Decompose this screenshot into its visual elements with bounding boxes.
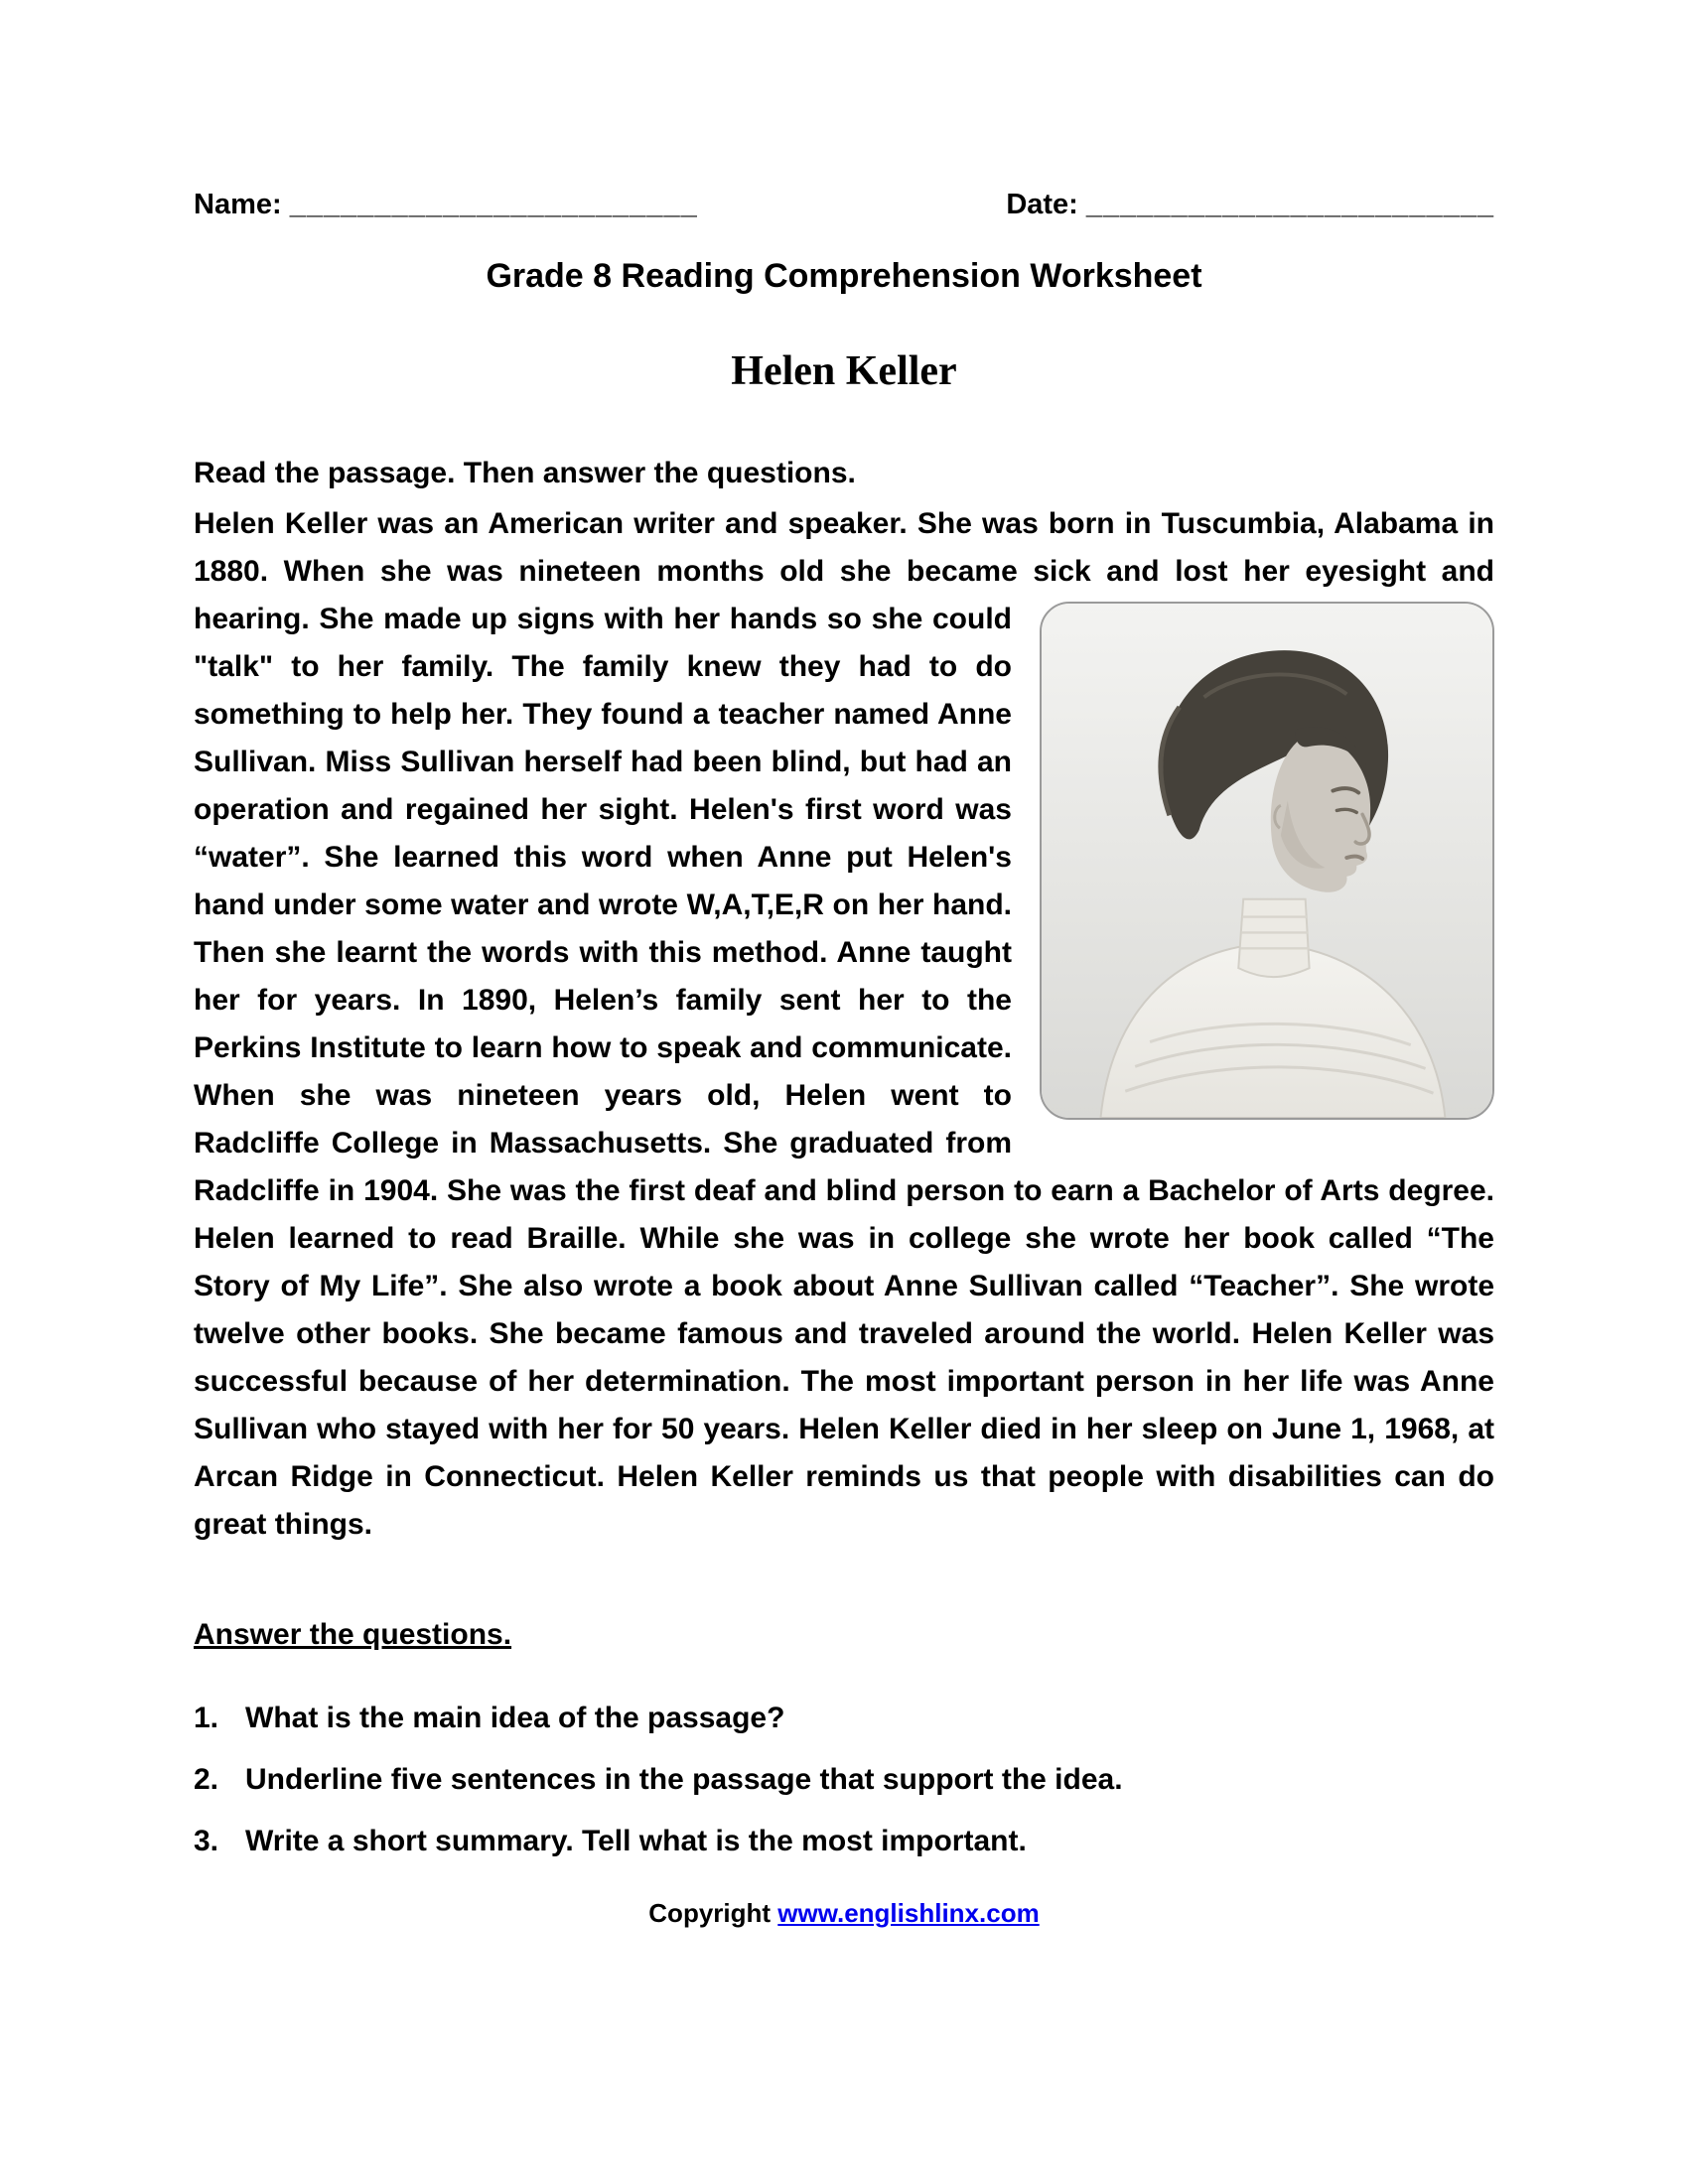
date-label: Date: [1006, 189, 1078, 220]
worksheet-title: Grade 8 Reading Comprehension Worksheet [486, 257, 1202, 295]
question-number: 1. [194, 1702, 219, 1734]
englishlinx-link[interactable]: www.englishlinx.com [777, 1898, 1040, 1928]
question-item-1 [194, 1702, 1494, 1735]
worksheet-page [194, 189, 1494, 1929]
footer [194, 1898, 1494, 1929]
passage-title: Helen Keller [731, 348, 957, 394]
question-number: 2. [194, 1763, 219, 1796]
question-text: Underline five sentences in the passage that support the idea. [245, 1763, 1123, 1796]
helen-keller-portrait [1040, 602, 1494, 1120]
passage-part1: Helen Keller was an American writer and speaker. She was born in Tuscumbia, Alabama in 1880. When she was nineteen months old she became sick and lost [194, 507, 1494, 588]
instruction-line: Read the passage. Then answer the questions. [194, 457, 856, 489]
name-field [194, 189, 698, 221]
copyright-label: Copyright [648, 1898, 778, 1928]
name-blank-line[interactable]: ________________________ [289, 189, 698, 220]
header-row [194, 189, 1494, 221]
date-blank-line[interactable]: ________________________ [1085, 189, 1494, 220]
question-item-3 [194, 1825, 1494, 1858]
questions-list [194, 1702, 1494, 1858]
questions-heading: Answer the questions. [194, 1618, 512, 1651]
question-number: 3. [194, 1825, 219, 1857]
question-text: What is the main idea of the passage? [245, 1702, 785, 1734]
passage [194, 500, 1494, 1549]
question-item-2 [194, 1763, 1494, 1797]
name-label: Name: [194, 189, 282, 220]
date-field [1006, 189, 1494, 221]
passage-part2: her eyesight and hearing. She made up signs with her hands so she could "talk" to her family. The family knew they had to do something to help her. They found a teacher named Anne Sullivan. Miss Sullivan herself had been blind, but had an operation and regained her sight. Helen's first word was “water”. She learned this word when Anne put Helen's hand under some water and wrote W,A,T,E,R on her hand. Then she learnt the words with this method. Anne taught her for years. In 1890, Helen’s family sent her to the Perkins Institute to learn how to speak and communicate. When she was nineteen years old, Helen went to Radcliffe College in Massachusetts. She graduated from Radcliffe in 1904. She was the first deaf and blind person to earn a Bachelor of Arts degree. Helen learned to read Braille. While she was in college she wrote her book called “The Story of My Life”. She also wrote a book about Anne Sullivan called “Teacher”. She wrote twelve other books. She became famous and traveled around the world. Helen Keller was successful because of her determination. The most important person in her life was Anne Sullivan who stayed with her for 50 years. Helen Keller died in her sleep on June 1, 1968, at Arcan Ridge in Connecticut. Helen Keller reminds us that people with disabilities can do great things. [194, 555, 1494, 1541]
question-text: Write a short summary. Tell what is the most important. [245, 1825, 1027, 1857]
